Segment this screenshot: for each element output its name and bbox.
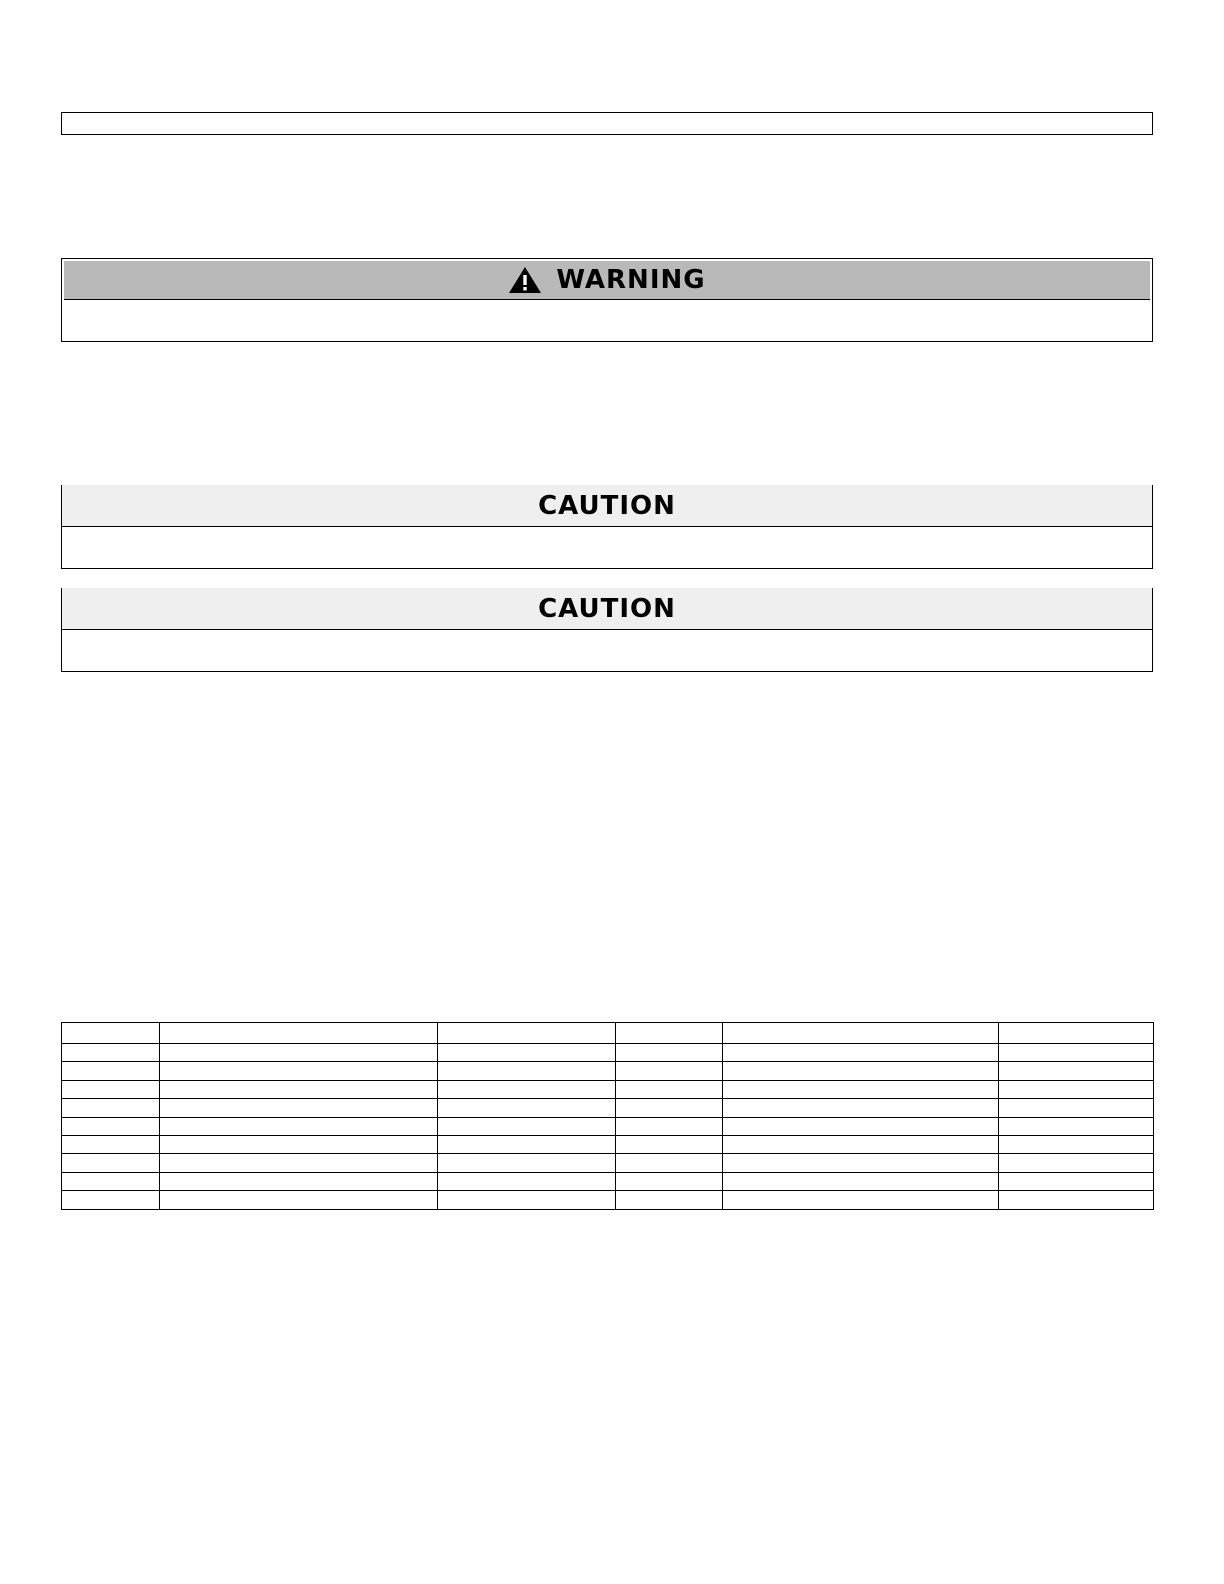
table-cell [616, 1117, 723, 1135]
caution-title-1: CAUTION [538, 491, 676, 521]
table-row [62, 1117, 1154, 1135]
table-cell [438, 1044, 616, 1062]
caution-box-2 [61, 588, 1153, 672]
table-row [62, 1062, 1154, 1080]
caution-box-1 [61, 485, 1153, 569]
table-cell [438, 1080, 616, 1098]
table-cell [999, 1023, 1154, 1044]
table-cell [438, 1023, 616, 1044]
table-cell [723, 1172, 999, 1190]
table-cell [616, 1044, 723, 1062]
table-cell [438, 1172, 616, 1190]
table-cell [160, 1080, 438, 1098]
table-cell [616, 1062, 723, 1080]
table-cell [999, 1172, 1154, 1190]
empty-data-table [61, 1022, 1154, 1210]
table-cell [438, 1135, 616, 1153]
table-cell [438, 1117, 616, 1135]
table-cell [723, 1099, 999, 1117]
table-cell [62, 1172, 160, 1190]
caution-body-1 [62, 527, 1152, 568]
caution-body-2 [62, 630, 1152, 671]
table-cell [62, 1023, 160, 1044]
table-cell [723, 1135, 999, 1153]
table-cell [999, 1135, 1154, 1153]
table-header-row [62, 1023, 1154, 1044]
table-cell [160, 1191, 438, 1209]
table-cell [62, 1135, 160, 1153]
table-cell [723, 1044, 999, 1062]
table-cell [999, 1044, 1154, 1062]
table-row [62, 1135, 1154, 1153]
top-empty-box [61, 112, 1153, 135]
table-row [62, 1044, 1154, 1062]
table-cell [160, 1172, 438, 1190]
warning-triangle-icon [508, 266, 542, 294]
table-row [62, 1172, 1154, 1190]
table-row [62, 1080, 1154, 1098]
table-cell [999, 1099, 1154, 1117]
table-cell [160, 1154, 438, 1172]
caution-header-2 [62, 588, 1152, 630]
table-cell [999, 1080, 1154, 1098]
table-cell [438, 1062, 616, 1080]
table-cell [62, 1117, 160, 1135]
table-cell [62, 1080, 160, 1098]
table-cell [616, 1080, 723, 1098]
table-cell [616, 1172, 723, 1190]
table-cell [723, 1023, 999, 1044]
table-cell [616, 1154, 723, 1172]
table-cell [999, 1154, 1154, 1172]
table-cell [616, 1023, 723, 1044]
table-row [62, 1191, 1154, 1209]
table-cell [160, 1099, 438, 1117]
table-cell [999, 1117, 1154, 1135]
warning-body [62, 300, 1152, 341]
table-cell [160, 1023, 438, 1044]
table-cell [723, 1080, 999, 1098]
warning-header [64, 261, 1150, 300]
table-cell [616, 1135, 723, 1153]
table-cell [999, 1062, 1154, 1080]
table-row [62, 1099, 1154, 1117]
table-cell [438, 1191, 616, 1209]
table-cell [62, 1099, 160, 1117]
table-cell [616, 1191, 723, 1209]
table-cell [723, 1117, 999, 1135]
table-cell [62, 1062, 160, 1080]
warning-box [61, 258, 1153, 342]
caution-header-1 [62, 485, 1152, 527]
warning-title: WARNING [556, 265, 706, 295]
table-cell [723, 1062, 999, 1080]
table-cell [62, 1044, 160, 1062]
table-cell [62, 1154, 160, 1172]
table-cell [160, 1062, 438, 1080]
table-cell [723, 1191, 999, 1209]
table-cell [438, 1099, 616, 1117]
table-cell [616, 1099, 723, 1117]
table-cell [160, 1044, 438, 1062]
table-cell [999, 1191, 1154, 1209]
caution-title-2: CAUTION [538, 594, 676, 624]
table-cell [160, 1117, 438, 1135]
table-cell [62, 1191, 160, 1209]
table-cell [160, 1135, 438, 1153]
table-row [62, 1154, 1154, 1172]
table-cell [438, 1154, 616, 1172]
table-cell [723, 1154, 999, 1172]
